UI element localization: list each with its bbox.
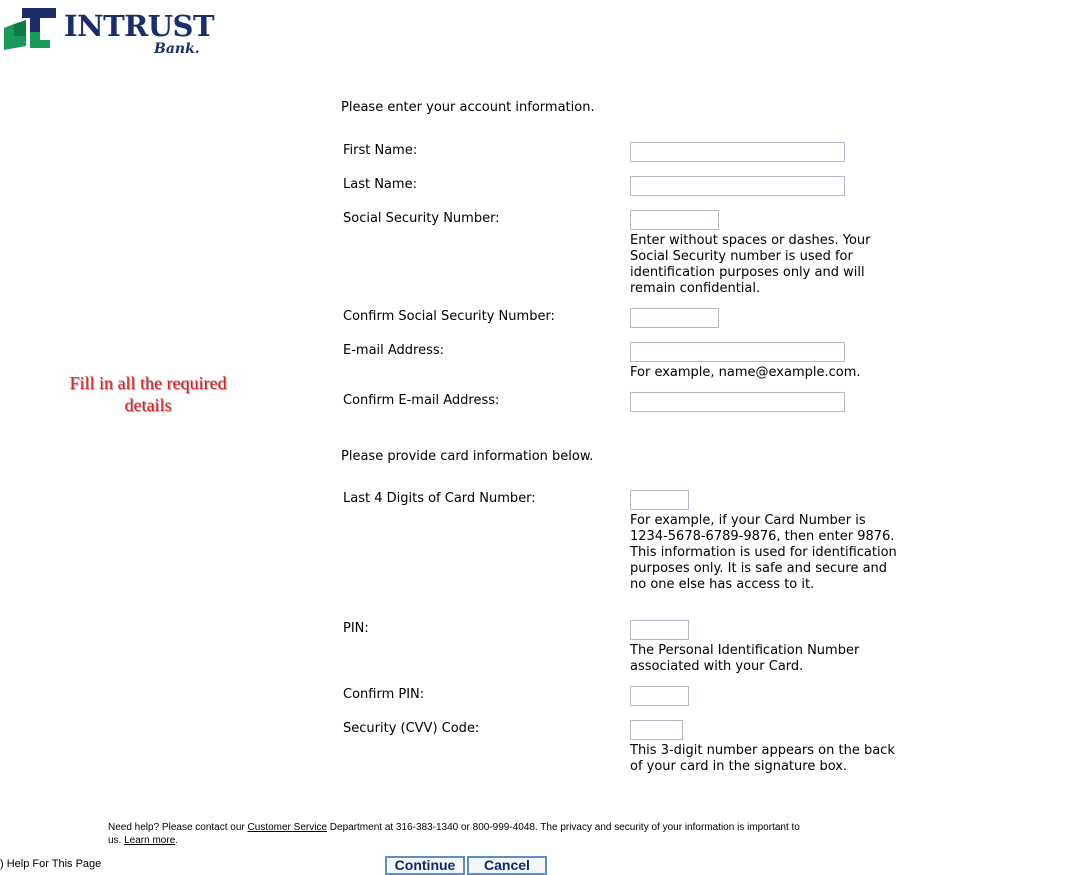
footer-note <box>108 821 808 847</box>
cancel-button[interactable]: Cancel <box>467 856 547 875</box>
cvv-help: This 3-digit number appears on the back of your card in the signature box. <box>630 743 895 774</box>
card-heading: Please provide card information below. <box>341 449 594 464</box>
intrust-logo <box>4 6 215 58</box>
learn-more-link[interactable]: Learn more <box>124 835 176 846</box>
last4-label: Last 4 Digits of Card Number: <box>343 491 536 506</box>
intrust-logo-icon <box>4 6 62 52</box>
confirm-ssn-field[interactable] <box>630 308 719 328</box>
brand-sub: Bank. <box>154 41 200 57</box>
account-heading: Please enter your account information. <box>341 100 595 115</box>
confirm-pin-field[interactable] <box>630 686 689 706</box>
pin-label: PIN: <box>343 621 369 636</box>
first-name-field[interactable] <box>630 142 845 162</box>
cvv-label: Security (CVV) Code: <box>343 721 480 736</box>
footer-text-2: Department at 316-383-1340 or 800-999-4048. The privacy and security of your information is important to us. <box>108 822 800 846</box>
cvv-field[interactable] <box>630 720 683 740</box>
confirm-email-field[interactable] <box>630 392 845 412</box>
footer-text-1: Need help? Please contact our <box>108 822 248 833</box>
confirm-email-label: Confirm E-mail Address: <box>343 393 500 408</box>
continue-button[interactable]: Continue <box>385 856 465 875</box>
last4-field[interactable] <box>630 490 689 510</box>
email-help: For example, name@example.com. <box>630 365 861 380</box>
side-note: Fill in all the required details <box>69 373 227 415</box>
last4-help: For example, if your Card Number is 1234-5678-6789-9876, then enter 9876. This information is used for identification purposes only. It is safe and secure and no one else has access to it. <box>630 513 897 592</box>
help-for-this-page-link[interactable]: ) Help For This Page <box>0 858 102 870</box>
confirm-pin-label: Confirm PIN: <box>343 687 425 702</box>
first-name-label: First Name: <box>343 143 418 158</box>
ssn-help: Enter without spaces or dashes. Your Social Security number is used for identification purposes only and will remain confidential. <box>630 233 871 296</box>
pin-field[interactable] <box>630 620 689 640</box>
email-field[interactable] <box>630 342 845 362</box>
confirm-ssn-label: Confirm Social Security Number: <box>343 309 555 324</box>
ssn-label: Social Security Number: <box>343 211 500 226</box>
customer-service-link[interactable]: Customer Service <box>247 822 328 833</box>
last-name-field[interactable] <box>630 176 845 196</box>
last-name-label: Last Name: <box>343 177 417 192</box>
footer-text-3: . <box>175 835 179 846</box>
pin-help: The Personal Identification Number associated with your Card. <box>630 643 860 674</box>
email-label: E-mail Address: <box>343 343 445 358</box>
ssn-field[interactable] <box>630 210 719 230</box>
brand-name: INTRUST <box>64 9 215 43</box>
